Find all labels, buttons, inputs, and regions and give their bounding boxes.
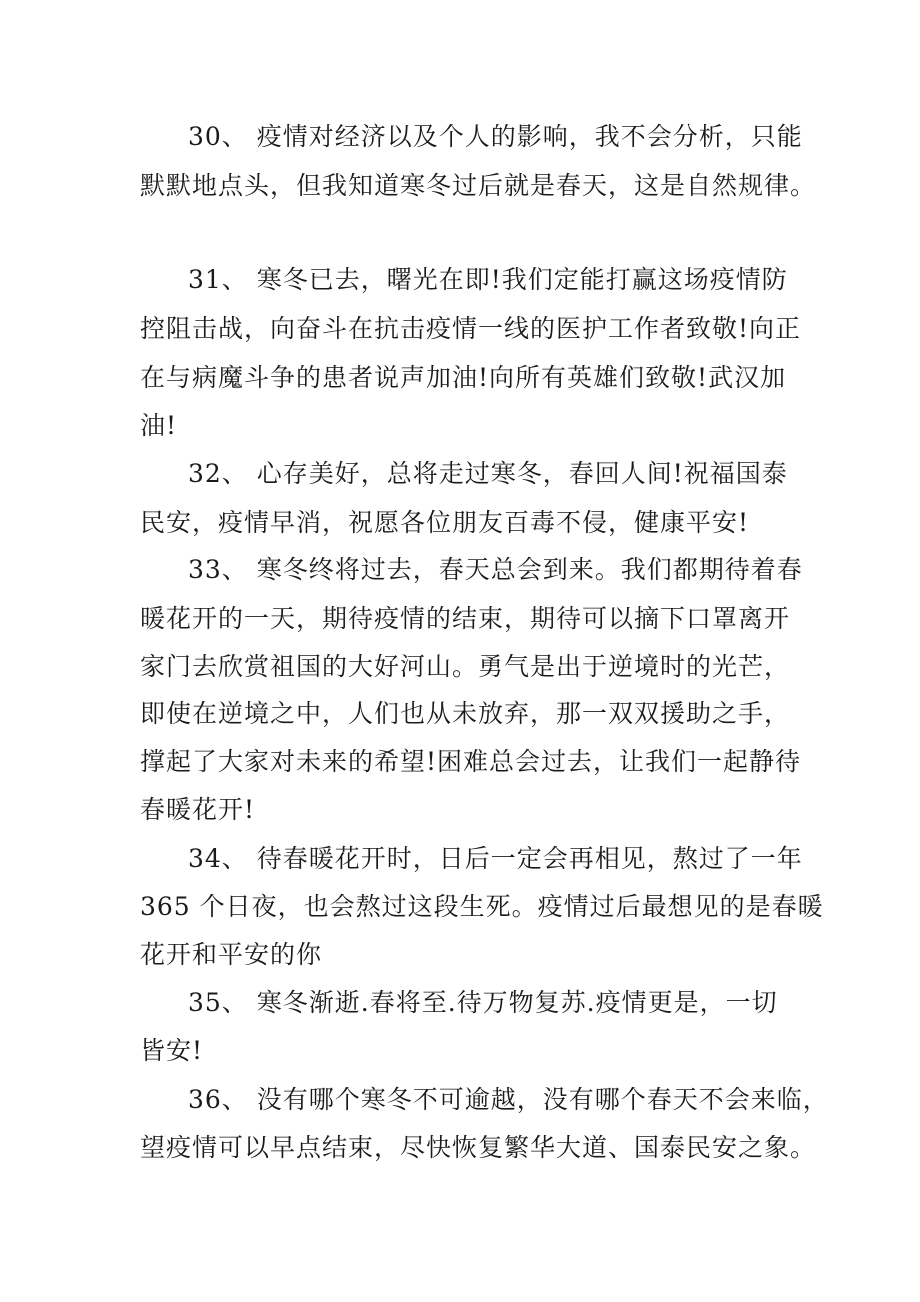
paragraph-34-line-2: 365 个日夜，也会熬过这段生死。疫情过后最想见的是春暖 — [140, 892, 824, 921]
paragraph-32-line-1: 32、 心存美好，总将走过寒冬，春回人间!祝福国泰 — [188, 459, 788, 488]
paragraph-33-line-1: 33、 寒冬终将过去，春天总会到来。我们都期待着春 — [188, 555, 803, 584]
paragraph-33-line-4: 即使在逆境之中，人们也从未放弃，那一双双援助之手， — [140, 699, 791, 728]
paragraph-34-line-3: 花开和平安的你 — [140, 940, 323, 969]
paragraph-33-line-6: 春暖花开! — [140, 795, 256, 824]
paragraph-30-line-2: 默默地点头，但我知道寒冬过后就是春天，这是自然规律。 — [140, 171, 817, 200]
paragraph-36-line-2: 望疫情可以早点结束，尽快恢复繁华大道、国泰民安之象。 — [140, 1133, 817, 1162]
paragraph-31-line-1: 31、 寒冬已去，曙光在即!我们定能打赢这场疫情防 — [188, 265, 788, 294]
paragraph-33-line-5: 撑起了大家对未来的希望!困难总会过去，让我们一起静待 — [140, 747, 802, 776]
paragraph-31-line-3: 在与病魔斗争的患者说声加油!向所有英雄们致敬!武汉加 — [140, 363, 787, 392]
paragraph-35-line-1: 35、 寒冬渐逝.春将至.待万物复苏.疫情更是，一切 — [188, 988, 778, 1017]
paragraph-32-line-2: 民安，疫情早消，祝愿各位朋友百毒不侵，健康平安! — [140, 508, 750, 537]
paragraph-35-line-2: 皆安! — [140, 1036, 204, 1065]
paragraph-33-line-3: 家门去欣赏祖国的大好河山。勇气是出于逆境时的光芒， — [140, 652, 791, 681]
paragraph-33-line-2: 暖花开的一天，期待疫情的结束，期待可以摘下口罩离开 — [140, 604, 791, 633]
paragraph-31-line-4: 油! — [140, 411, 178, 440]
paragraph-34-line-1: 34、 待春暖花开时，日后一定会再相见，熬过了一年 — [188, 844, 803, 873]
paragraph-30-line-1: 30、 疫情对经济以及个人的影响，我不会分析，只能 — [188, 122, 803, 151]
paragraph-36-line-1: 36、 没有哪个寒冬不可逾越，没有哪个春天不会来临， — [188, 1085, 829, 1114]
paragraph-31-line-2: 控阻击战，向奋斗在抗击疫情一线的医护工作者致敬!向正 — [140, 314, 802, 343]
